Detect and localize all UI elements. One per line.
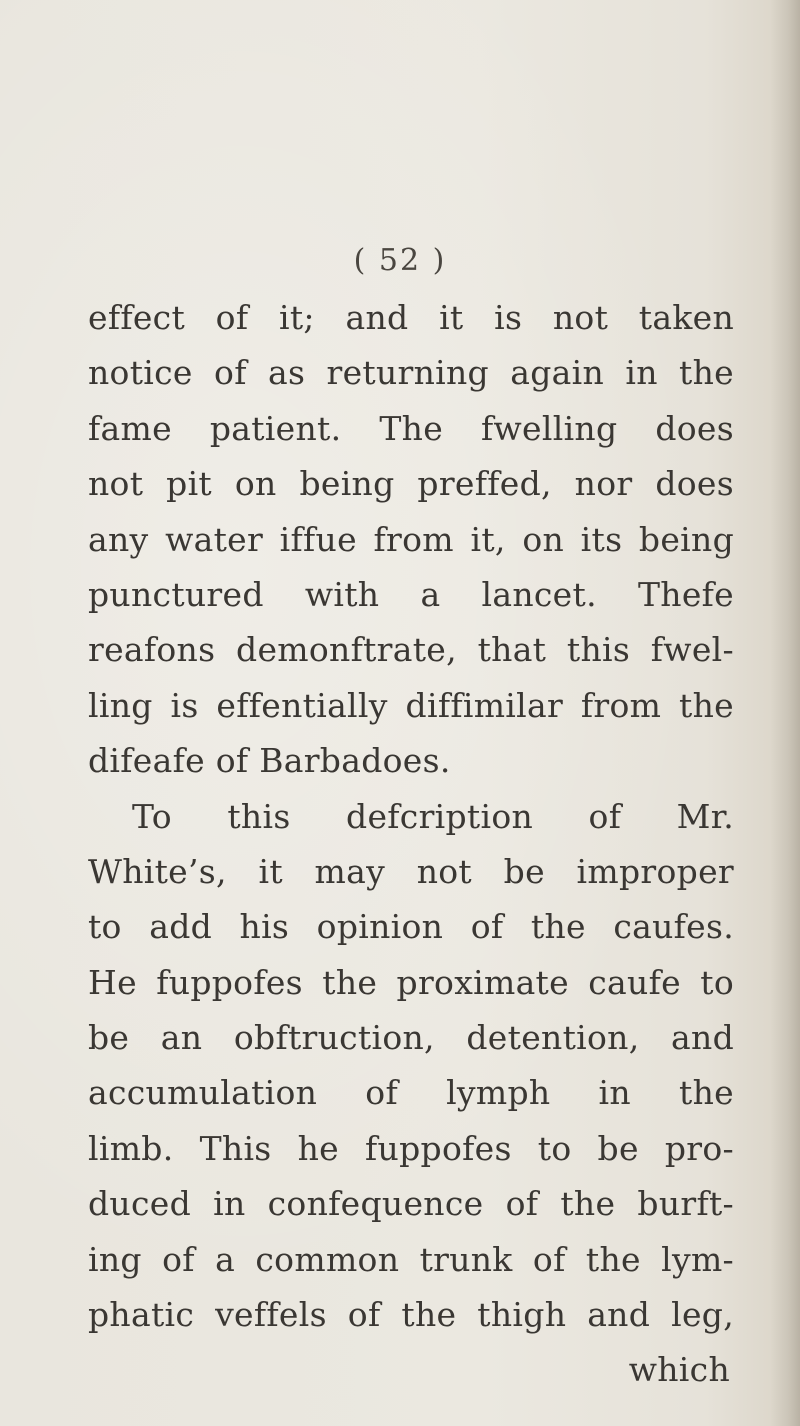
catchword: which: [628, 1350, 730, 1390]
text-line: White’s, it may not be improper: [88, 851, 734, 891]
text-line: ling is effentially diffimilar from the: [88, 685, 734, 725]
text-line: ing of a common trunk of the lym-: [88, 1239, 734, 1279]
text-line: phatic veffels of the thigh and leg,: [88, 1295, 734, 1335]
page-number: ( 52 ): [353, 243, 447, 278]
text-line: notice of as returning again in the: [88, 353, 734, 393]
text-line: duced in confequence of the burft-: [88, 1184, 734, 1224]
text-line: accumulation of lymph in the: [88, 1073, 734, 1113]
text-line: To this defcription of Mr.: [132, 796, 734, 836]
text-line: be an obftruction, detention, and: [88, 1018, 734, 1058]
text-line: He fuppofes the proximate caufe to: [88, 962, 734, 1002]
page-edge-shadow: [770, 0, 800, 1426]
text-line: punctured with a lancet. Thefe: [88, 574, 734, 614]
body-text: [88, 290, 734, 1398]
text-line: difeafe of Barbadoes.: [88, 741, 451, 781]
text-line: effect of it; and it is not taken: [88, 298, 734, 337]
text-line: to add his opinion of the caufes.: [88, 907, 734, 947]
text-line: not pit on being preffed, nor does: [88, 464, 734, 504]
text-line: any water iffue from it, on its being: [88, 519, 734, 559]
text-line: limb. This he fuppofes to be pro-: [88, 1128, 734, 1168]
text-line: fame patient. The fwelling does: [88, 408, 734, 448]
text-line: reafons demonftrate, that this fwel-: [88, 630, 734, 670]
